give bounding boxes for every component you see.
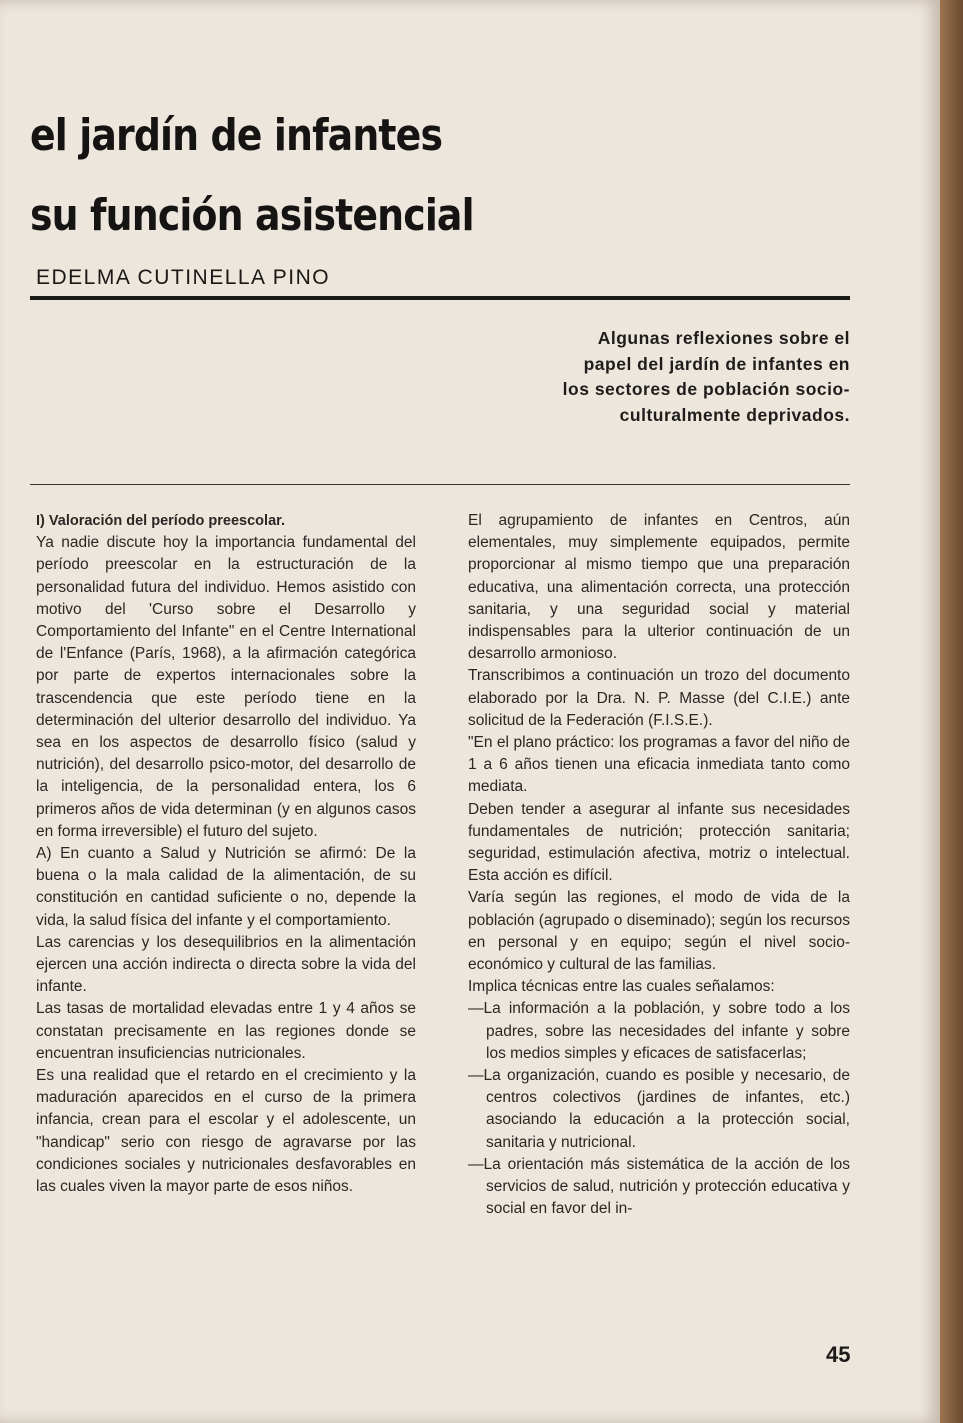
abstract-divider: [30, 484, 850, 485]
right-column: [468, 510, 850, 1221]
page-number: 45: [826, 1342, 851, 1367]
article-abstract: Algunas reflexiones sobre el papel del jardín de infantes en los sectores de población socio-culturalmente deprivados.: [562, 328, 850, 425]
paragraph: Las tasas de mortalidad elevadas entre 1 y 4 años se constatan precisamente en las regiones donde se encuentran insuficiencias nutricionales.: [36, 1000, 416, 1062]
paragraph: "En el plano práctico: los programas a favor del niño de 1 a 6 años tienen una eficacia inmediata tanto como mediata.: [468, 734, 850, 796]
list-item: —La organización, cuando es posible y necesario, de centros colectivos (jardines de infantes, etc.) asociando la educación a la protección social, sanitaria y nutricional.: [468, 1067, 850, 1151]
paragraph: Varía según las regiones, el modo de vida de la población (agrupado o diseminado); según los recursos en personal y en equipo; según el nivel socio-económico y cultural de las familias.: [468, 889, 850, 974]
title-line-2: su función asistencial: [30, 190, 474, 241]
author-name: EDELMA CUTINELLA PINO: [36, 266, 331, 289]
article-title: [30, 96, 474, 256]
paragraph: Transcribimos a continuación un trozo del documento elaborado por la Dra. N. P. Masse (del C.I.E.) ante solicitud de la Federación (F.I.S.E.).: [468, 667, 850, 729]
paragraph: Ya nadie discute hoy la importancia fundamental del período preescolar en la estructuración de la personalidad futura del individuo. Hemos asistido con motivo del 'Curso sobre el Desarrollo y Comportamiento del Infante" en el Centre International de l'Enfance (París, 1968), a la afirmación categórica por parte de expertos internacionales sobre la trascendencia que este período tiene en la determinación del ulterior desarrollo del individuo. Ya sea en los aspectos de desarrollo físico (salud y nutrición), del desarrollo psico-motor, del desarrollo de la inteligencia, de la personalidad entera, los 6 primeros años de vida determinan (y en algunos casos en forma irreversible) el futuro del sujeto.: [36, 534, 416, 840]
list-item: —La información a la población, y sobre todo a los padres, sobre las necesidades del infante y sobre los medios simples y eficaces de satisfacerlas;: [468, 1000, 850, 1062]
paragraph: Implica técnicas entre las cuales señalamos:: [468, 978, 775, 996]
paragraph: Es una realidad que el retardo en el crecimiento y la maduración aparecidos en el curso de la primera infancia, crean para el escolar y el adolescente, un "handicap" serio con riesgo de agravarse por las condiciones sociales y nutricionales desfavorables en las cuales viven la mayor parte de esos niños.: [36, 1067, 416, 1196]
paragraph: El agrupamiento de infantes en Centros, aún elementales, muy simplemente equipados, permite proporcionar al mismo tiempo que una preparación educativa, una alimentación correcta, una protección sanitaria, y una seguridad social y material indispensables para la ulterior continuación de un desarrollo armonioso.: [468, 512, 850, 663]
section-heading: I) Valoración del período preescolar.: [36, 513, 285, 529]
left-column: [36, 510, 416, 1198]
paragraph: A) En cuanto a Salud y Nutrición se afirmó: De la buena o la mala calidad de la alimentación, de su constitución en cantidad suficiente o no, depende la vida, la salud física del infante y el comportamiento.: [36, 845, 416, 929]
paragraph: Las carencias y los desequilibrios en la alimentación ejercen una acción indirecta o directa sobre la vida del infante.: [36, 933, 416, 996]
page-edge: [940, 0, 963, 1423]
title-divider: [30, 296, 850, 300]
list-item: —La orientación más sistemática de la acción de los servicios de salud, nutrición y protección educativa y social en favor del in-: [468, 1155, 850, 1218]
title-line-1: el jardín de infantes: [30, 110, 443, 161]
paragraph: Deben tender a asegurar al infante sus necesidades fundamentales de nutrición; protección sanitaria; seguridad, estimulación afectiva, motriz o intelectual. Esta acción es difícil.: [468, 800, 850, 885]
